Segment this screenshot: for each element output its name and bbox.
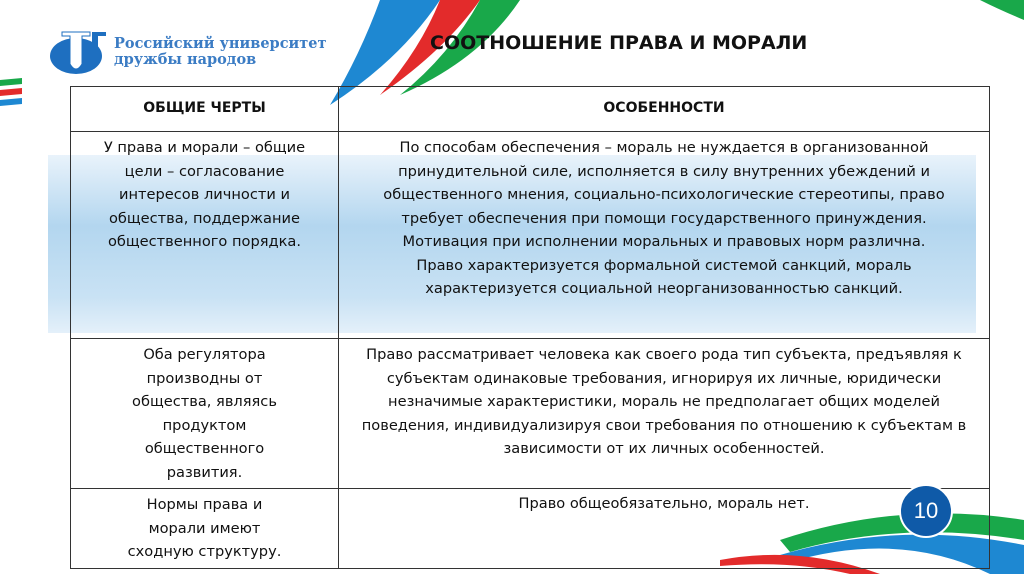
comparison-table [70,86,990,569]
header-common: ОБЩИЕ ЧЕРТЫ [71,87,339,132]
slide-title: СООТНОШЕНИЕ ПРАВА И МОРАЛИ [430,32,808,54]
table-row [71,489,990,569]
cell-common: Нормы права и морали имеют сходную структуру. [71,489,339,569]
cell-feature: Право общеобязательно, мораль нет. [339,489,990,569]
university-logo-icon [48,28,110,78]
cell-feature: По способам обеспечения – мораль не нуждается в организованной принудительной силе, исполняется в силу внутренних убеждений и общественного мнения, социально-психологические стереотипы, право требует обеспечения при помощи государственного принуждения. Мотивация при исполнении моральных и правовых норм различна. Право характеризуется формальной системой санкций, мораль характеризуется социальной неорганизованностью санкций. [339,132,990,339]
header-features: ОСОБЕННОСТИ [339,87,990,132]
cell-common: Оба регулятора производны от общества, являясь продуктом общественного развития. [71,339,339,489]
logo-line2: дружбы народов [114,51,257,68]
cell-common: У права и морали – общие цели – согласование интересов личности и общества, поддержание общественного порядка. [71,132,339,339]
table-header-row [71,87,990,132]
cell-feature: Право рассматривает человека как своего рода тип субъекта, предъявляя к субъектам одинаковые требования, игнорируя их личные, юридически незначимые характеристики, мораль не предполагает общих моделей поведения, индивидуализируя свои требования по отношению к субъектам в зависимости от их личных особенностей. [339,339,990,489]
table-row [71,132,990,339]
page-number-badge: 10 [899,484,953,538]
logo-line1: Российский университет [114,35,327,52]
table-row [71,339,990,489]
university-name [114,36,326,68]
